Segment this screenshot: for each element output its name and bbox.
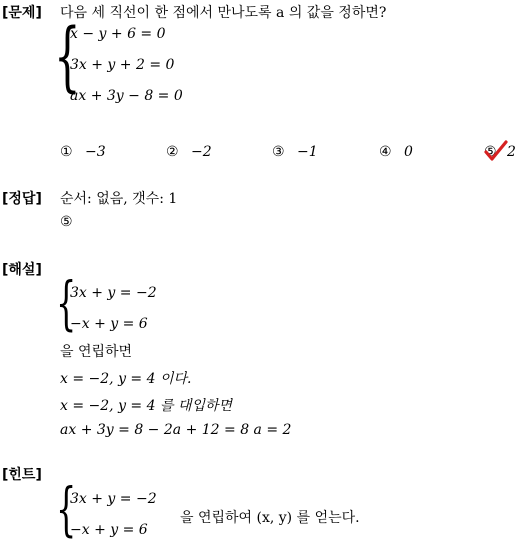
answer-label: [정답] [2,191,42,207]
hint-eq-1: 3x + y = −2 [70,491,157,507]
explanation-line-2: x = −2, y = 4 를 대입하면 [60,398,233,414]
choice-2-number: ② [166,144,179,160]
choice-4-value: 0 [404,144,413,160]
problem-question: 다음 세 직선이 한 점에서 만나도록 a 의 값을 정하면? [60,5,387,21]
choice-4[interactable] [379,144,413,160]
explanation-line-1: x = −2, y = 4 이다. [60,371,192,387]
problem-label: [문제] [2,5,42,21]
explanation-label: [해설] [2,262,42,278]
hint-label: [힌트] [2,467,42,483]
hint-eq-2: −x + y = 6 [70,522,148,538]
choice-1[interactable] [60,144,106,160]
choice-3[interactable] [272,144,318,160]
choice-3-value: −1 [297,144,318,160]
problem-eq-1: x − y + 6 = 0 [70,26,166,42]
choice-5-value: 2 [507,144,516,160]
problem-system-brace: { [54,11,81,100]
choice-1-value: −3 [85,144,106,160]
answer-choice: ⑤ [60,214,73,230]
choice-1-number: ① [60,144,73,160]
choice-4-number: ④ [379,144,392,160]
answer-summary: 순서: 없음, 갯수: 1 [60,191,178,207]
hint-system-brace: { [56,475,77,543]
choice-5-number: ⑤ [484,144,497,160]
explanation-eq-1: 3x + y = −2 [70,285,157,301]
hint-text: 을 연립하여 (x, y) 를 얻는다. [180,510,360,526]
choice-2-value: −2 [191,144,212,160]
check-mark-icon [484,140,508,162]
explanation-solve-text: 을 연립하면 [60,344,133,360]
choice-2[interactable] [166,144,212,160]
explanation-line-3: ax + 3y = 8 − 2a + 12 = 8 a = 2 [60,422,292,438]
explanation-system-brace: { [56,269,77,337]
problem-eq-2: 3x + y + 2 = 0 [70,57,175,73]
choice-3-number: ③ [272,144,285,160]
explanation-eq-2: −x + y = 6 [70,316,148,332]
problem-eq-3: ax + 3y − 8 = 0 [70,88,183,104]
